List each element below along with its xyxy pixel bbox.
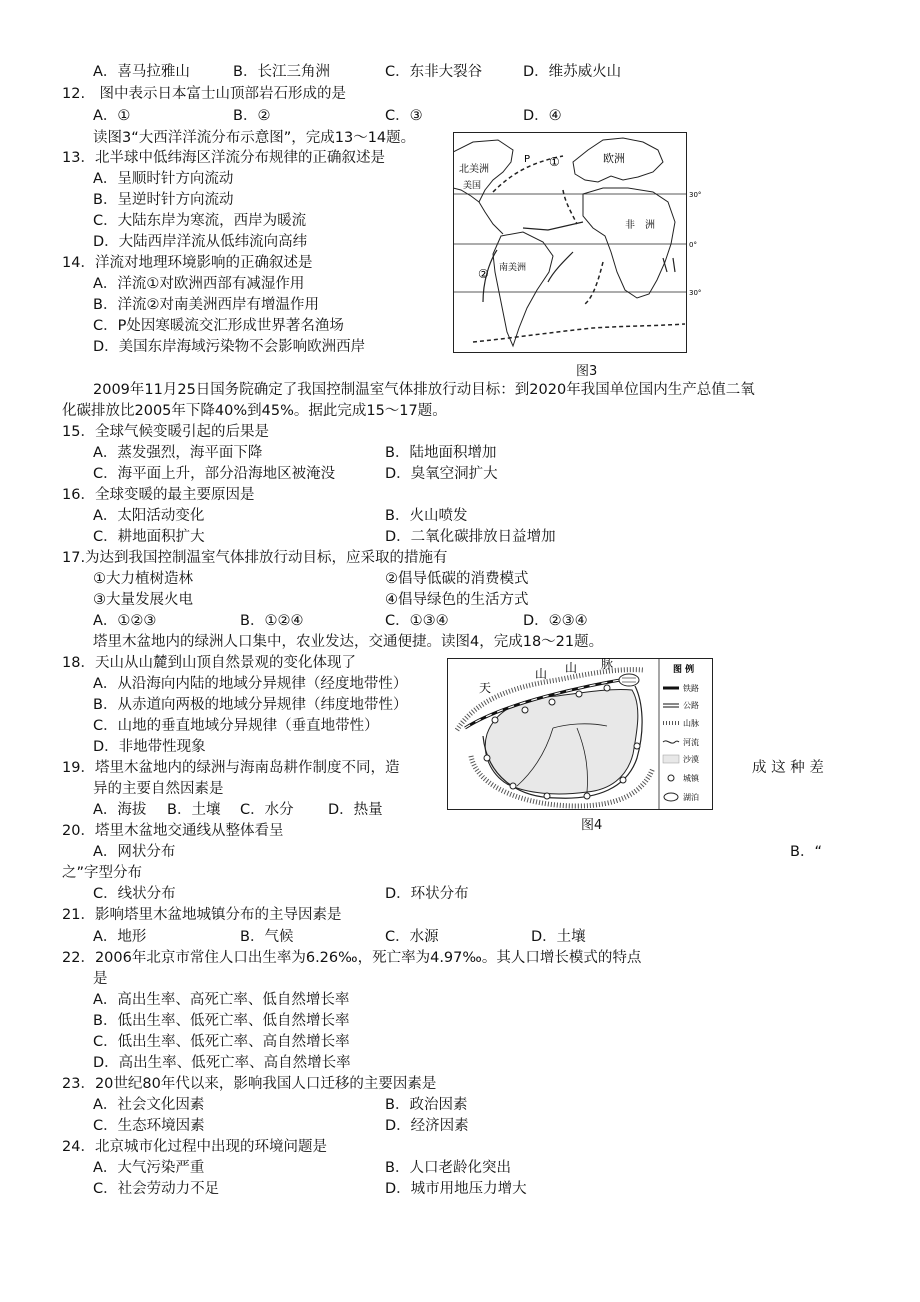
q22-option-a: A．高出生率、高死亡率、低自然增长率 (93, 992, 350, 1008)
q17-option-c: C．①③④ (385, 613, 449, 629)
q19-stem-part2: 成 这 种 差 (752, 760, 824, 776)
q22-option-b: B．低出生率、低死亡率、低自然增长率 (93, 1013, 350, 1029)
q23-option-d: D．经济因素 (385, 1118, 469, 1134)
q18-stem: 18．天山从山麓到山顶自然景观的变化体现了 (62, 655, 356, 671)
q15-option-b: B．陆地面积增加 (385, 445, 497, 461)
q19-stem-part1: 19．塔里木盆地内的绿洲与海南岛耕作制度不同，造 (62, 760, 400, 776)
q21-option-d: D．土壤 (531, 929, 586, 945)
label-current-2: ② (478, 267, 489, 281)
q17-item-1: ①大力植树造林 (93, 571, 193, 587)
q17-stem: 17.为达到我国控制温室气体排放行动目标，应采取的措施有 (62, 550, 448, 566)
q12-option-c: C．③ (385, 108, 423, 124)
intro-18-21: 塔里木盆地内的绿洲人口集中，农业发达，交通便捷。读图4，完成18～21题。 (93, 634, 604, 650)
q11-option-b: B．长江三角洲 (233, 64, 330, 80)
q22-option-d: D．高出生率、低死亡率、高自然增长率 (93, 1055, 351, 1071)
legend-town: 城镇 (683, 774, 699, 783)
q15-option-d: D．臭氧空洞扩大 (385, 466, 498, 482)
q17-option-a: A．①②③ (93, 613, 157, 629)
q22-stem: 22．2006年北京市常住人口出生率为6.26‰，死亡率为4.97‰。其人口增长模式的特点 (62, 950, 642, 966)
q13-option-c: C．大陆东岸为寒流，西岸为暖流 (93, 213, 307, 229)
q13-stem: 13．北半球中低纬海区洋流分布规律的正确叙述是 (62, 150, 385, 166)
legend-railway: 铁路 (683, 684, 699, 693)
figure-3-caption: 图3 (576, 364, 598, 379)
q17-item-2: ②倡导低碳的消费模式 (385, 571, 529, 587)
q21-stem: 21．影响塔里木盆地城镇分布的主导因素是 (62, 907, 342, 923)
q18-option-a: A．从沿海向内陆的地域分异规律（经度地带性） (93, 676, 408, 692)
q16-stem: 16．全球变暖的最主要原因是 (62, 487, 255, 503)
q23-option-b: B．政治因素 (385, 1097, 468, 1113)
q16-option-a: A．太阳活动变化 (93, 508, 205, 524)
q15-option-c: C．海平面上升，部分沿海地区被淹没 (93, 466, 336, 482)
q13-option-a: A．呈顺时针方向流动 (93, 171, 234, 187)
label-africa: 非 洲 (625, 220, 655, 231)
q16-option-c: C．耕地面积扩大 (93, 529, 205, 545)
q20-option-b-part2: 之”字型分布 (62, 865, 143, 881)
q17-item-3: ③大量发展火电 (93, 592, 193, 608)
q19-option-b: B．土壤 (167, 802, 221, 818)
q12-option-b: B．② (233, 108, 271, 124)
q20-option-a: A．网状分布 (93, 844, 176, 860)
q19-option-d: D．热量 (328, 802, 383, 818)
q19-stem-part3: 异的主要自然因素是 (93, 781, 224, 797)
figure-4-caption: 图4 (581, 818, 603, 833)
q17-option-d: D．②③④ (523, 613, 588, 629)
q16-option-d: D．二氧化碳排放日益增加 (385, 529, 556, 545)
label-tian: 天 (479, 681, 492, 695)
q18-option-b: B．从赤道向两极的地域分异规律（纬度地带性） (93, 697, 408, 713)
legend-mountain: 山脉 (683, 719, 699, 728)
label-north-america: 北美洲 (459, 164, 489, 175)
q19-option-a: A．海拔 (93, 802, 147, 818)
q11-option-a: A．喜马拉雅山 (93, 64, 190, 80)
figure-4-tarim-basin-map (447, 658, 713, 810)
legend-title: 图 例 (673, 665, 695, 675)
q11-option-c: C．东非大裂谷 (385, 64, 483, 80)
q12-option-d: D．④ (523, 108, 562, 124)
q14-option-a: A．洋流①对欧洲西部有减湿作用 (93, 276, 305, 292)
q12-option-a: A．① (93, 108, 131, 124)
intro-15-17-line2: 化碳排放比2005年下降40%到45%。据此完成15～17题。 (62, 403, 447, 419)
q14-option-d: D．美国东岸海域污染物不会影响欧洲西岸 (93, 339, 366, 355)
q24-option-a: A．大气污染严重 (93, 1160, 205, 1176)
label-shan: 山 (535, 667, 548, 681)
q14-option-c: C．P处因寒暖流交汇形成世界著名渔场 (93, 318, 344, 334)
q22-stem-line2: 是 (93, 971, 108, 987)
q20-option-b-part1: B．“ (790, 844, 822, 860)
q23-option-a: A．社会文化因素 (93, 1097, 205, 1113)
label-p: P (524, 154, 531, 165)
lat-label-30n: 30° (689, 191, 702, 199)
q16-option-b: B．火山喷发 (385, 508, 468, 524)
legend-road: 公路 (683, 701, 699, 710)
q12-stem: 12. 图中表示日本富士山顶部岩石形成的是 (62, 86, 347, 102)
q20-option-c: C．线状分布 (93, 886, 176, 902)
legend-river: 河流 (683, 738, 699, 747)
intro-15-17-line1: 2009年11月25日国务院确定了我国控制温室气体排放行动目标：到2020年我国单位国内生产总值二氧 (93, 382, 755, 398)
q17-item-4: ④倡导绿色的生活方式 (385, 592, 529, 608)
label-shan-2: 山 (565, 661, 578, 675)
label-usa: 美国 (463, 181, 482, 191)
figure-3-atlantic-currents-map (453, 132, 705, 354)
q18-option-c: C．山地的垂直地域分异规律（垂直地带性） (93, 718, 379, 734)
q24-option-c: C．社会劳动力不足 (93, 1181, 220, 1197)
q23-option-c: C．生态环境因素 (93, 1118, 205, 1134)
legend-lake: 湖泊 (683, 793, 699, 802)
legend-desert: 沙漠 (683, 755, 699, 764)
q13-option-b: B．呈逆时针方向流动 (93, 192, 234, 208)
q15-option-a: A．蒸发强烈，海平面下降 (93, 445, 263, 461)
label-south-america: 南美洲 (499, 263, 527, 273)
q19-option-c: C．水分 (240, 802, 294, 818)
label-mai: 脉 (601, 658, 614, 671)
lat-label-30s: 30° (689, 289, 702, 297)
q20-option-d: D．环状分布 (385, 886, 469, 902)
q11-option-d: D．维苏威火山 (523, 64, 622, 80)
label-current-1: ① (549, 155, 560, 169)
q17-option-b: B．①②④ (240, 613, 304, 629)
q22-option-c: C．低出生率、低死亡率、高自然增长率 (93, 1034, 350, 1050)
q18-option-d: D．非地带性现象 (93, 739, 206, 755)
q21-option-c: C．水源 (385, 929, 439, 945)
q14-option-b: B．洋流②对南美洲西岸有增温作用 (93, 297, 319, 313)
q21-option-b: B．气候 (240, 929, 294, 945)
q24-option-d: D．城市用地压力增大 (385, 1181, 527, 1197)
q15-stem: 15．全球气候变暖引起的后果是 (62, 424, 269, 440)
label-europe: 欧洲 (603, 152, 625, 165)
q14-stem: 14．洋流对地理环境影响的正确叙述是 (62, 255, 313, 271)
lat-label-0: 0° (689, 241, 697, 249)
q24-stem: 24．北京城市化过程中出现的环境问题是 (62, 1139, 327, 1155)
intro-13-14: 读图3“大西洋洋流分布示意图”，完成13～14题。 (93, 130, 416, 146)
q24-option-b: B．人口老龄化突出 (385, 1160, 511, 1176)
q21-option-a: A．地形 (93, 929, 147, 945)
q13-option-d: D．大陆西岸洋流从低纬流向高纬 (93, 234, 308, 250)
q20-stem: 20．塔里木盆地交通线从整体看呈 (62, 823, 284, 839)
q23-stem: 23．20世纪80年代以来，影响我国人口迁移的主要因素是 (62, 1076, 437, 1092)
